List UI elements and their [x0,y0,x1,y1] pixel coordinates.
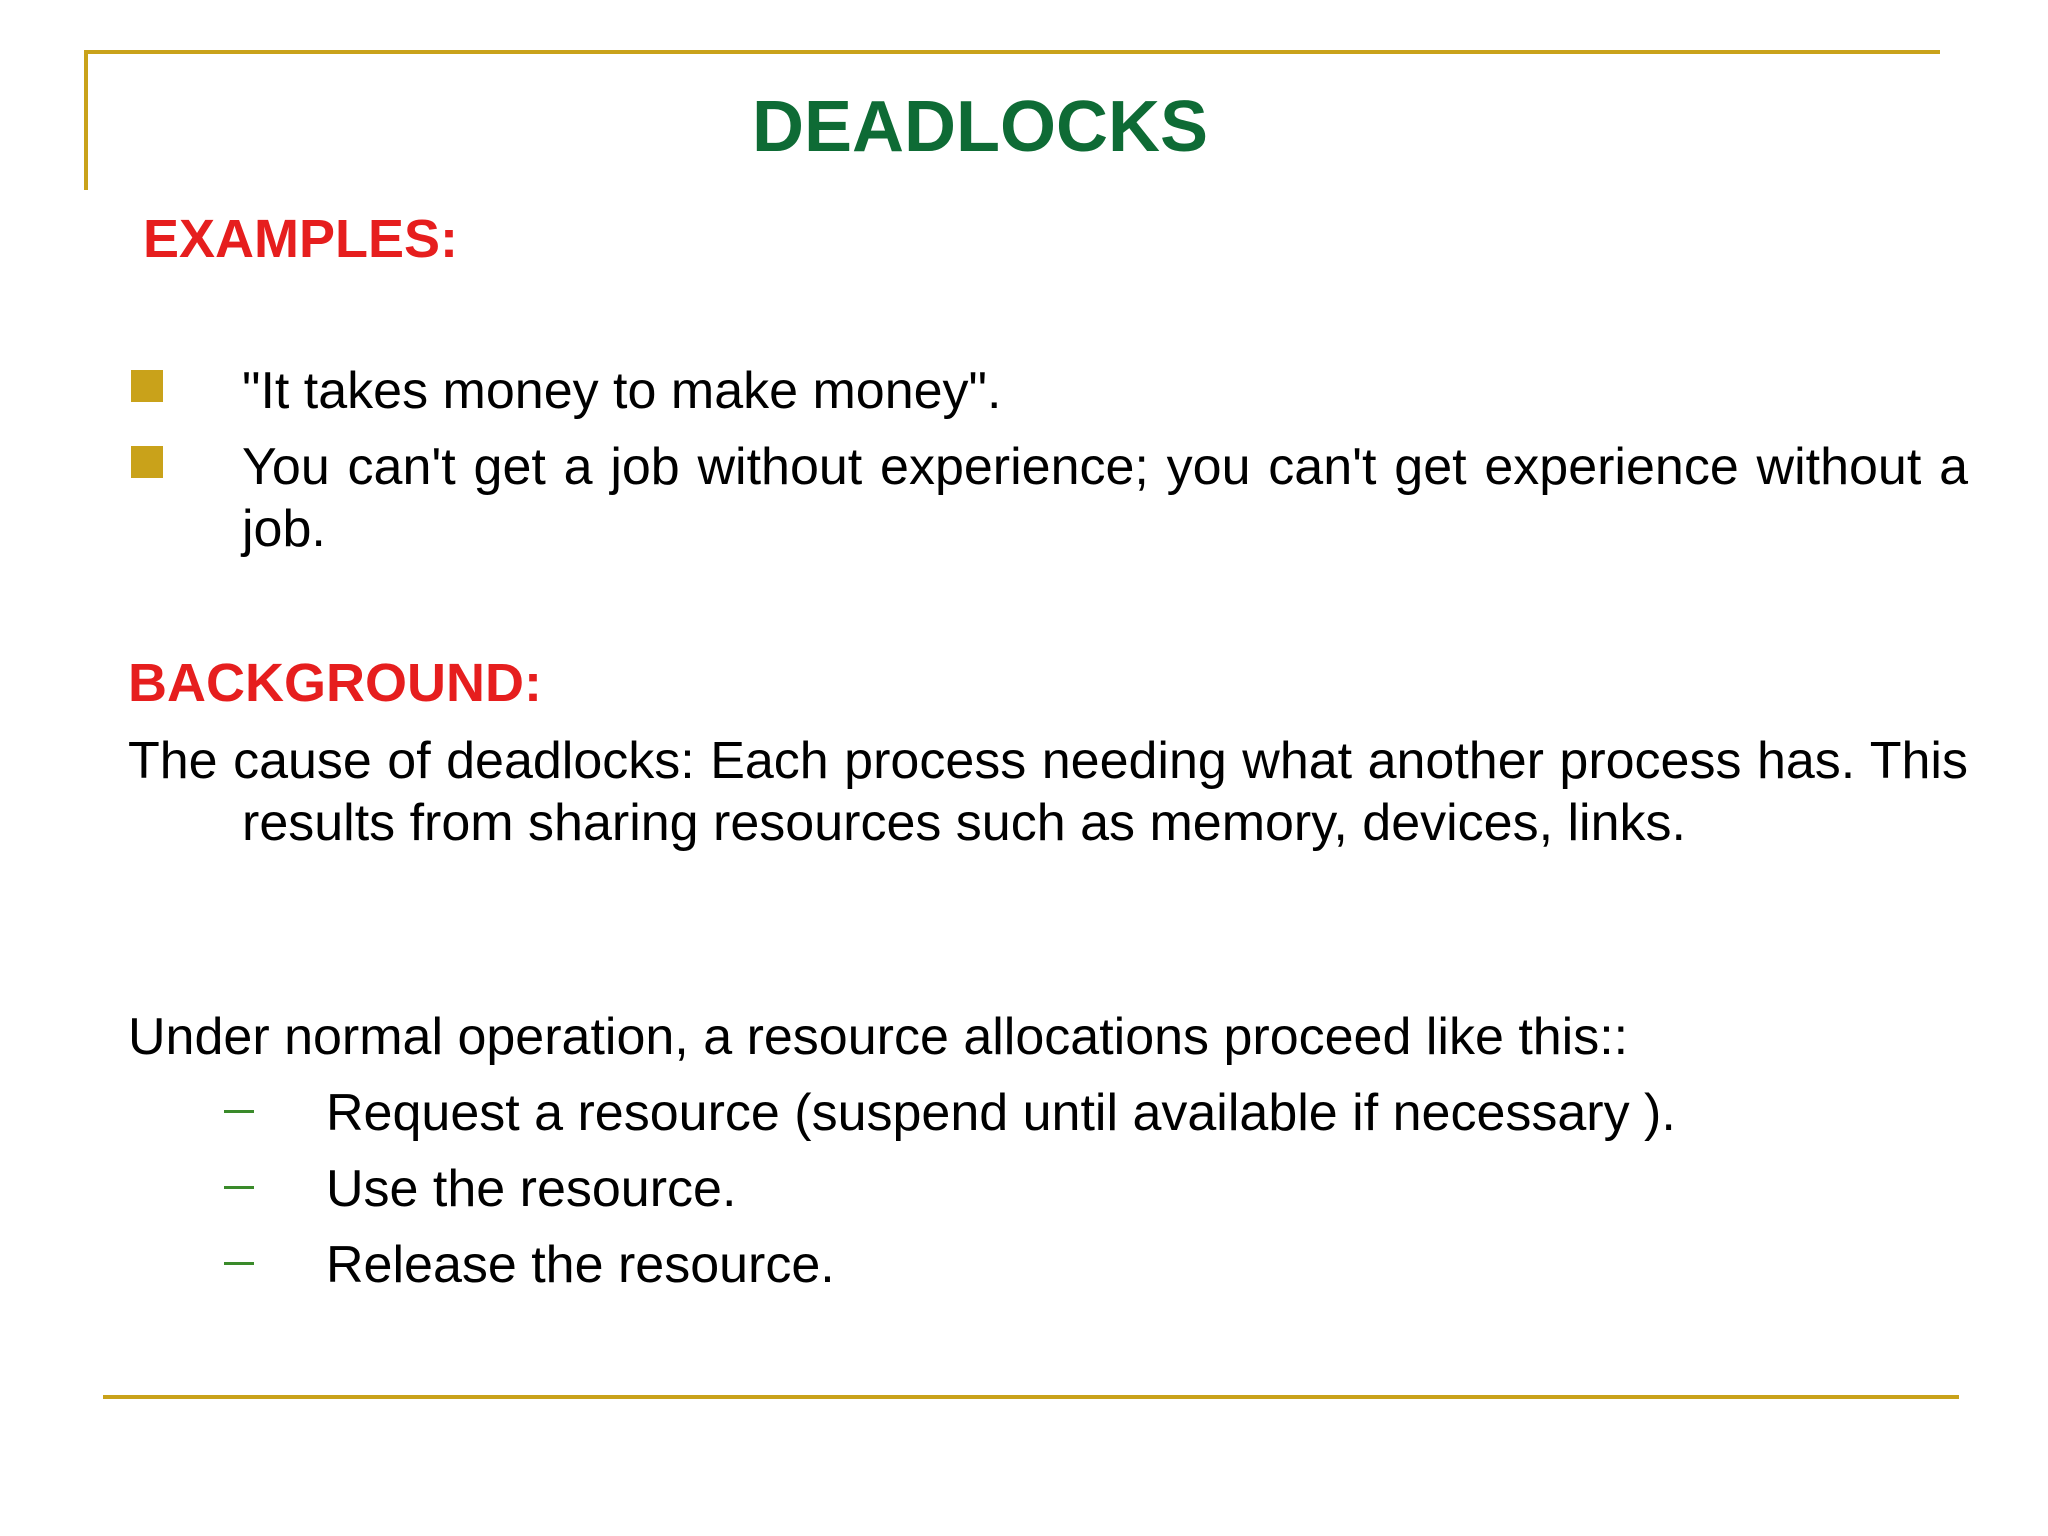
steps-list [220,1082,1676,1310]
example-text: You can't get a job without experience; you can't get experience without a job. [242,438,1968,558]
slide-title: DEADLOCKS [751,87,1208,167]
square-bullet-icon [131,446,163,478]
step-item [220,1082,1676,1144]
examples-list [128,360,1968,574]
normal-operation-text: Under normal operation, a resource allocations proceed like this:: [128,1008,1629,1066]
square-bullet-icon [131,370,163,402]
dash-icon [224,1262,254,1265]
dash-icon [224,1110,254,1113]
step-text: Release the resource. [326,1236,835,1294]
step-text: Request a resource (suspend until available if necessary ). [326,1084,1676,1142]
example-item [128,436,1968,560]
step-item [220,1158,1676,1220]
background-heading: BACKGROUND: [128,653,542,713]
dash-icon [224,1186,254,1189]
background-text: The cause of deadlocks: Each process needing what another process has. This results from sharing resources such as memory, devices, links. [128,732,1968,852]
step-item [220,1234,1676,1296]
top-rule [84,50,1940,54]
step-text: Use the resource. [326,1160,737,1218]
examples-heading: EXAMPLES: [143,209,459,269]
example-item [128,360,1968,422]
bottom-rule [103,1395,1959,1399]
example-text: "It takes money to make money". [242,362,1002,420]
